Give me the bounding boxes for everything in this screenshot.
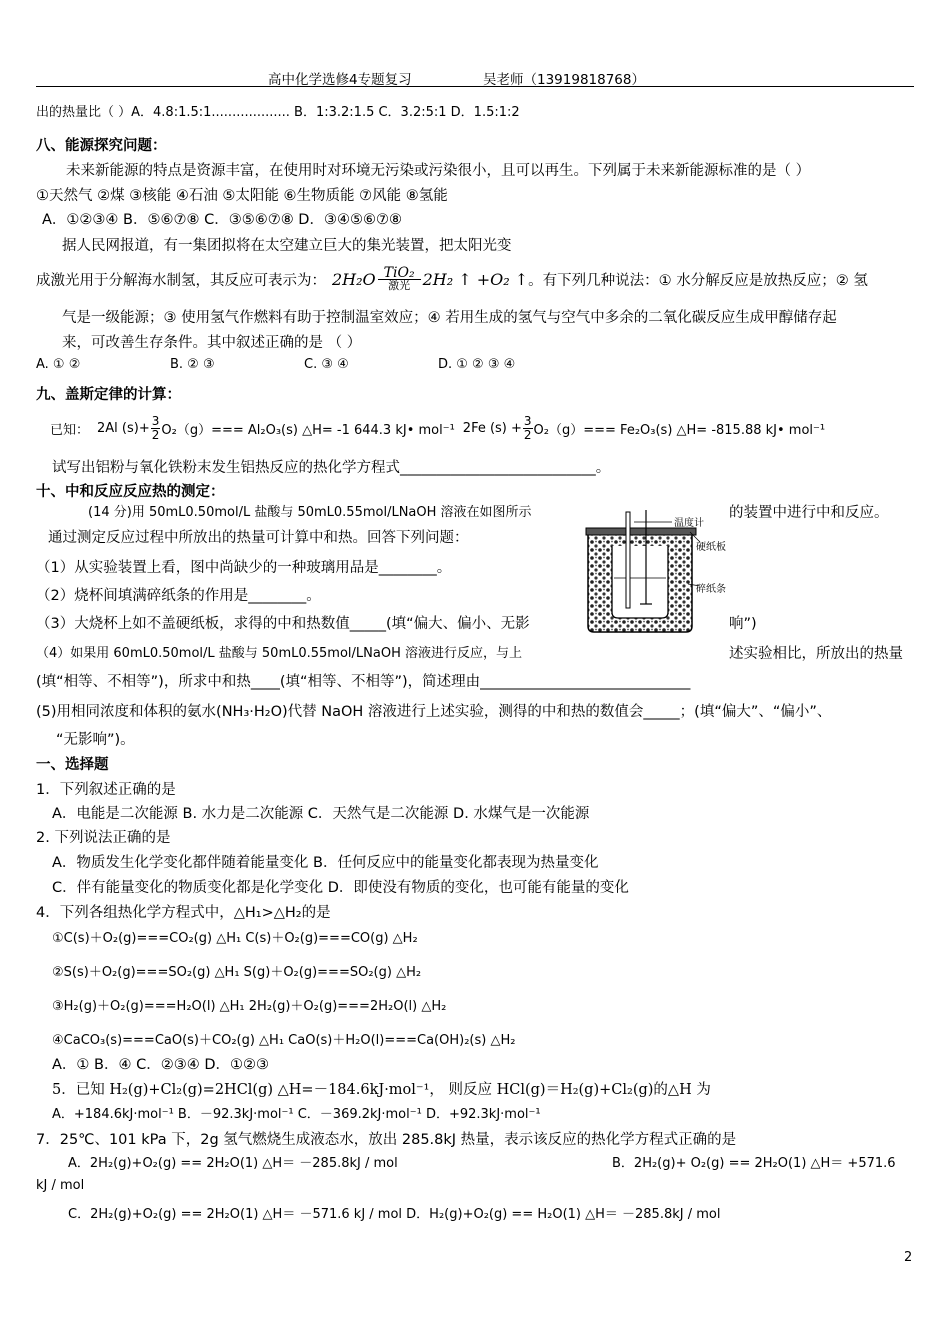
- mc-q4-row4: ④CaCO₃(s)===CaO(s)＋CO₂(g) △H₁ CaO(s)＋H₂O(l)===Ca(OH)₂(s) △H₂: [52, 1033, 516, 1048]
- header-teacher: 吴老师（13919818768）: [483, 72, 645, 88]
- section8-q1: 未来新能源的特点是资源丰富，在使用时对环境无污染或污染很小，且可以再生。下列属于未来新能源标准的是（ ）: [66, 163, 811, 179]
- section10-title: 十、中和反应反应热的测定：: [36, 484, 225, 500]
- calorimeter-figure: [582, 508, 726, 638]
- header-rule: [36, 86, 914, 87]
- section10-q2: （2）烧杯间填满碎纸条的作用是________。: [36, 588, 321, 604]
- section9-reactions: [50, 408, 825, 448]
- section8-q2-option-a: A. ① ②: [36, 357, 81, 372]
- page-number: 2: [904, 1250, 913, 1265]
- mc-q7-option-a: A．2H₂(g)+O₂(g) == 2H₂O(1) △H＝ －285.8kJ / mol: [68, 1156, 398, 1171]
- equation-condition: [378, 264, 421, 292]
- section10-q5: (5)用相同浓度和体积的氨水(NH₃·H₂O)代替 NaOH 溶液进行上述实验，测得的中和热的数值会_____；(填“偏大”、“偏小”、: [36, 704, 832, 720]
- section8-title: 八、能源探究问题：: [36, 138, 167, 154]
- section8-q1-items: ①天然气 ②煤 ③核能 ④石油 ⑤太阳能 ⑥生物质能 ⑦风能 ⑧氢能: [36, 188, 448, 204]
- section10-q4-a: （4）如果用 60mL0.50mol/L 盐酸与 50mL0.55mol/LNaOH 溶液进行反应，与上: [36, 646, 522, 661]
- q2-line2-suffix: 。有下列几种说法：① 水分解反应是放热反应；② 氢: [528, 272, 868, 289]
- reaction2-right: O₂（g）=== Fe₂O₃(s) △H= -815.88 kJ• mol⁻¹: [533, 422, 826, 438]
- reaction1-right: O₂（g）=== Al₂O₃(s) △H= -1 644.3 kJ• mol⁻¹: [161, 422, 455, 438]
- mc-q4: 4．下列各组热化学方程式中，△H₁>△H₂的是: [36, 905, 331, 921]
- top-continuation-line: 出的热量比（ ）A．4.8:1.5:1................... B．1:3.2:1.5 C．3.2:5:1 D．1.5:1:2: [36, 105, 520, 120]
- section8-q2-line2: [36, 262, 868, 296]
- mc-q7: 7．25℃、101 kPa 下，2g 氢气燃烧生成液态水，放出 285.8kJ 热量，表示该反应的热化学方程式正确的是: [36, 1132, 737, 1148]
- mc-q7-option-b: B．2H₂(g)+ O₂(g) == 2H₂O(1) △H＝ +571.6: [612, 1156, 896, 1171]
- mc-q4-row2: ②S(s)＋O₂(g)===SO₂(g) △H₁ S(g)＋O₂(g)===SO₂(g) △H₂: [52, 965, 422, 980]
- reaction1-left: 2Al (s)+: [97, 420, 150, 436]
- section8-q2-option-d: D. ① ② ③ ④: [438, 357, 516, 372]
- paper-strips-label: 碎纸条: [696, 584, 726, 595]
- board-label: 硬纸板: [696, 542, 726, 553]
- fraction-three-halves-2: $\frac{3}{2}$: [523, 413, 532, 442]
- section8-q2-line3: 气是一级能源；③ 使用氢气作燃料有助于控制温室效应；④ 若用生成的氢气与空气中多余的二氧化碳反应生成甲醇储存起: [62, 310, 837, 326]
- section8-q2-option-b: B. ② ③: [170, 357, 215, 372]
- section10-intro-b: 的装置中进行中和反应。: [729, 505, 889, 521]
- equation-left: 2H₂O: [332, 269, 376, 289]
- mc-q5: 5．已知 H₂(g)+Cl₂(g)=2HCl(g) △H=－184.6kJ·mol⁻¹， 则反应 HCl(g)＝H₂(g)+Cl₂(g)的△H 为: [52, 1082, 711, 1098]
- mc-q2: 2. 下列说法正确的是: [36, 830, 171, 846]
- section10-q1: （1）从实验装置上看，图中尚缺少的一种玻璃用品是________。: [36, 560, 452, 576]
- section10-q3-b: 响”): [729, 616, 757, 632]
- section10-q4-b: 述实验相比，所放出的热量: [729, 646, 903, 662]
- section10-intro-2: 通过测定反应过程中所放出的热量可计算中和热。回答下列问题：: [48, 530, 469, 546]
- section10-q4-c: (填“相等、不相等”)，所求中和热____(填“相等、不相等”)，简述理由_____________________________: [36, 674, 691, 690]
- mc-q5-options: A．+184.6kJ·mol⁻¹ B．－92.3kJ·mol⁻¹ C．－369.2kJ·mol⁻¹ D．+92.3kJ·mol⁻¹: [52, 1107, 541, 1122]
- equation-catalyst: TiO₂: [378, 267, 421, 280]
- mc-q7-options-cd: C．2H₂(g)+O₂(g) == 2H₂O(1) △H＝ －571.6 kJ / mol D．H₂(g)+O₂(g) == H₂O(1) △H＝ －285.8kJ / mol: [68, 1207, 721, 1222]
- thermometer-label: 温度计: [674, 518, 704, 529]
- section9-title: 九、盖斯定律的计算：: [36, 387, 181, 403]
- section10-intro-a: (14 分)用 50mL0.50mol/L 盐酸与 50mL0.55mol/LNaOH 溶液在如图所示: [88, 505, 532, 520]
- section8-q2-option-c: C. ③ ④: [304, 357, 349, 372]
- section8-q2-line1: 据人民网报道，有一集团拟将在太空建立巨大的集光装置，把太阳光变: [62, 238, 512, 254]
- mc-q4-row1: ①C(s)＋O₂(g)===CO₂(g) △H₁ C(s)＋O₂(g)===CO(g) △H₂: [52, 931, 418, 946]
- mc-q4-row3: ③H₂(g)＋O₂(g)===H₂O(l) △H₁ 2H₂(g)＋O₂(g)===2H₂O(l) △H₂: [52, 999, 447, 1014]
- calorimeter-diagram: [582, 508, 726, 638]
- q2-line2-prefix: 成激光用于分解海水制氢，其反应可表示为：: [36, 272, 326, 289]
- mc-q2-options-1: A．物质发生化学变化都伴随着能量变化 B．任何反应中的能量变化都表现为热量变化: [52, 855, 599, 871]
- known-label: 已知：: [50, 422, 90, 438]
- reaction2-left: 2Fe (s) +: [462, 420, 522, 436]
- mc-q7-option-b-cont: kJ / mol: [36, 1178, 85, 1193]
- equation-laser: 激光: [388, 278, 411, 292]
- section10-q5-b: “无影响”)。: [56, 732, 135, 748]
- mc-q1-options: A．电能是二次能源 B. 水力是二次能源 C．天然气是二次能源 D. 水煤气是一次能源: [52, 806, 590, 822]
- equation-right: 2H₂ ↑ +O₂ ↑: [422, 269, 529, 289]
- mc-q2-options-2: C．伴有能量变化的物质变化都是化学变化 D．即使没有物质的变化，也可能有能量的变化: [52, 880, 629, 896]
- section8-q2-line4: 来，可改善生存条件。其中叙述正确的是 （ ）: [62, 335, 362, 351]
- section8-q1-options: A．①②③④ B．⑤⑥⑦⑧ C．③⑤⑥⑦⑧ D．③④⑤⑥⑦⑧: [42, 212, 402, 228]
- header-title: 高中化学选修4专题复习: [268, 72, 412, 88]
- mc-q1: 1．下列叙述正确的是: [36, 782, 176, 798]
- mc-section-title: 一、选择题: [36, 757, 109, 773]
- section9-ask: 试写出铝粉与氧化铁粉末发生铝热反应的热化学方程式___________________________。: [52, 460, 611, 476]
- section10-q3-a: （3）大烧杯上如不盖硬纸板，求得的中和热数值_____(填“偏大、偏小、无影: [36, 616, 530, 632]
- fraction-three-halves: $\frac{3}{2}$: [151, 413, 160, 442]
- mc-q4-options: A．① B．④ C．②③④ D．①②③: [52, 1057, 269, 1073]
